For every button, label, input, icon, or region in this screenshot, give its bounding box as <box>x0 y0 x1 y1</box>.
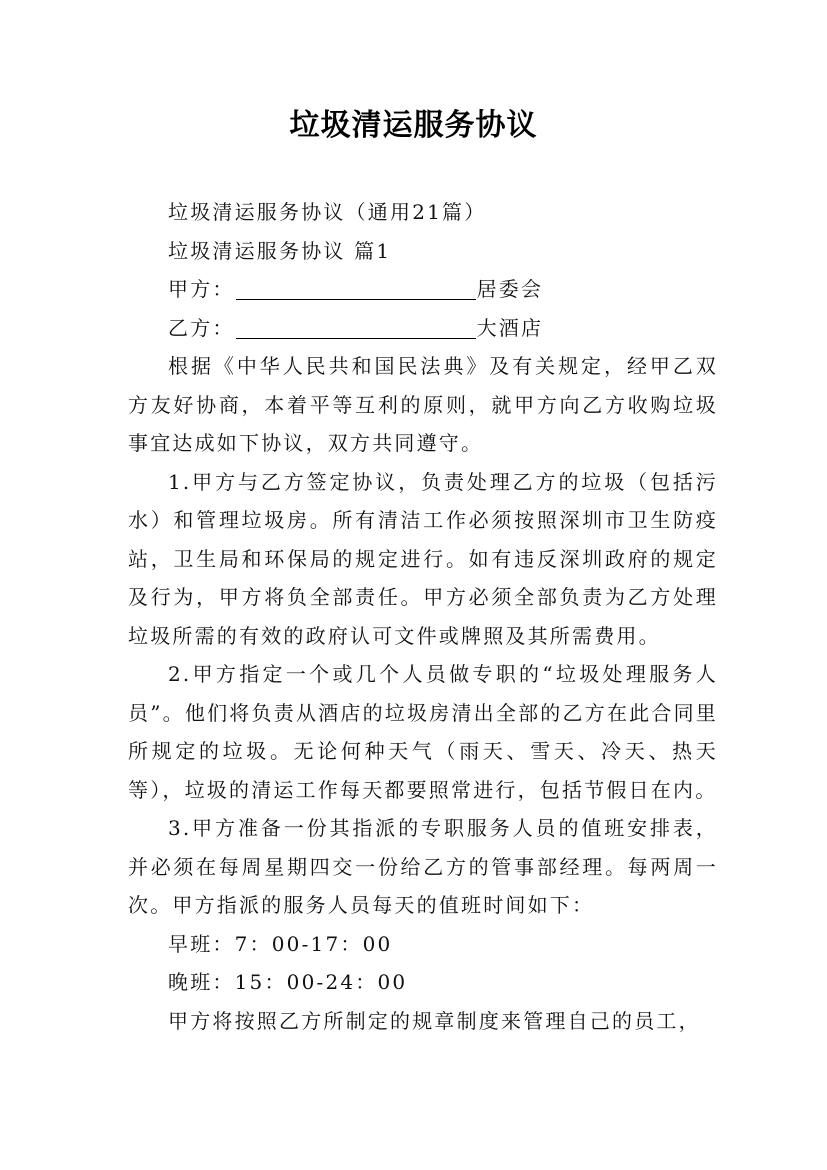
evening-shift-line: 晚班：15：00-24：00 <box>168 970 408 994</box>
section-heading: 垃圾清运服务协议 篇1 <box>168 238 392 263</box>
party-b-line <box>128 309 718 348</box>
party-b-suffix: 大酒店 <box>476 315 544 340</box>
subtitle-paragraph: 垃圾清运服务协议（通用21篇） <box>168 200 487 224</box>
clause-2-paragraph: 2.甲方指定一个或几个人员做专职的“垃圾处理服务人员”。他们将负责从酒店的垃圾房清出全部的乙方在此合同里所规定的垃圾。无论何种天气（雨天、雪天、冷天、热天等），垃圾的清运工作每天都要照常进行，包括节假日在内。 <box>128 662 718 802</box>
final-paragraph: 甲方将按照乙方所制定的规章制度来管理自己的员工， <box>168 1008 701 1033</box>
document-title: 垃圾清运服务协议 <box>289 108 538 143</box>
morning-shift-line: 早班：7：00-17：00 <box>168 931 393 956</box>
party-b-blank-field <box>236 314 476 339</box>
party-a-blank-field <box>236 275 476 300</box>
intro-paragraph: 根据《中华人民共和国民法典》及有关规定，经甲乙双方友好协商，本着平等互利的原则，就甲方向乙方收购垃圾事宜达成如下协议，双方共同遵守。 <box>128 354 718 455</box>
party-a-label: 甲方： <box>168 277 235 301</box>
clause-1-paragraph: 1.甲方与乙方签定协议，负责处理乙方的垃圾（包括污水）和管理垃圾房。所有清洁工作必须按照深圳市卫生防疫站，卫生局和环保局的规定进行。如有违反深圳政府的规定及行为，甲方将负全部责任。甲方必须全部负责为乙方处理垃圾所需的有效的政府认可文件或牌照及其所需费用。 <box>128 469 718 648</box>
party-b-label: 乙方： <box>168 315 235 340</box>
party-a-suffix: 居委会 <box>476 277 544 301</box>
document-body <box>128 193 718 1040</box>
party-a-line <box>128 270 718 309</box>
clause-3-paragraph: 3.甲方准备一份其指派的专职服务人员的值班安排表，并必须在每周星期四交一份给乙方的管事部经理。每两周一次。甲方指派的服务人员每天的值班时间如下： <box>128 816 718 917</box>
